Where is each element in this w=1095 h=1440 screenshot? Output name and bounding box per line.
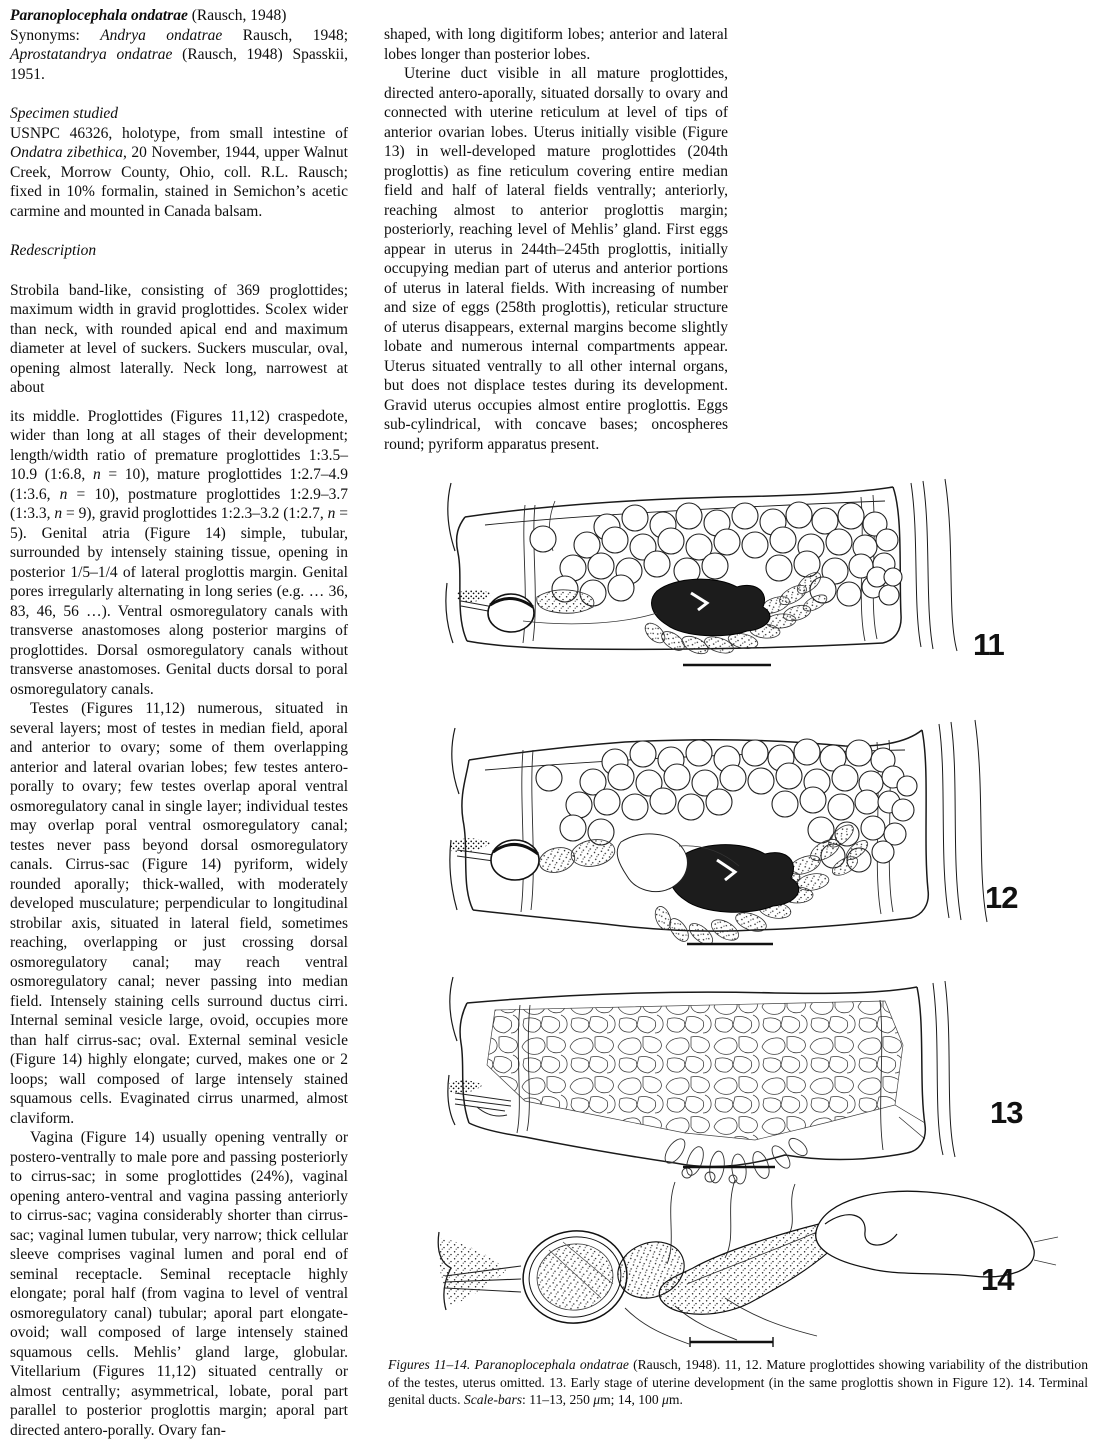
cirrus-sac-14 bbox=[517, 1224, 633, 1330]
figure-12-mature-proglottid bbox=[425, 690, 1090, 955]
figure-caption: Figures 11–14. Paranoplocephala ondatrae (Rausch, 1948). 11, 12. Mature proglottides showing variability of the distribution of the testes, uterus omitted. 13. Early stage of uterine development (in the same proglottis shown in Figure 12). 14. Terminal genital ducts. Scale-bars: 11–13, 250 μm; 14, 100 μm. bbox=[388, 1357, 1088, 1408]
proglottid-drawing-13 bbox=[425, 955, 1090, 1180]
figure-14-terminal-genital-ducts bbox=[425, 1180, 1090, 1350]
column-gap bbox=[10, 398, 348, 407]
section-heading-redescription: Redescription bbox=[10, 242, 97, 259]
figure-13-label: 13 bbox=[990, 1095, 1023, 1130]
redescription-paragraph-testes: Testes (Figures 11,12) numerous, situated in several layers; most of testes in median field, aporal and anterior to ovary; some of them overlapping anterior and lateral ovarian lobes; few testes antero-porally to ovary; few testes overlap aporal ventral osmoregulatory canal in single layer; individual testes may overlap poral ventral osmoregulatory canal; testes never pass beyond dorsal osmoregulatory canals. Cirrus-sac (Figure 14) pyriform, widely rounded aporally; thick-walled, with moderately developed musculature; perpendicular to longitudinal strobilar axis, situated in lateral field, sometimes reaching, overlapping or just crossing dorsal osmoregulatory canal; may reach ventral osmoregulatory canal; never passing into median field. Intensely staining cells surround ductus cirri. Internal seminal vesicle large, ovoid, occupies more than half cirrus-sac; oval. External seminal vesicle (Figure 14) highly elongate; curved, makes one or 2 loops; wall composed of large intensely stained squamous cells. Evaginated cirrus unarmed, almost claviform. bbox=[10, 700, 348, 1127]
uterine-duct-paragraph: Uterine duct visible in all mature proglottides, directed antero-aporally, situated dorsally to ovary and connected with uterine reticulum at level of tips of anterior ovarian lobes. Uterus initially visible (Figure 13) in well-developed mature proglottides (204th proglottis) as fine reticulum covering entire median field and half of lateral fields ventrally; anteriorly, reaching almost to anterior proglottis margin; posteriorly, reaching level of Mehlis’ gland. First eggs appear in uterus in 244th–245th proglottis, initially occupying median part of uterus and anterior portions of uterus in lateral fields. With increasing of number and size of eggs (258th proglottis), reticular structure of uterus disappears, external margins become slightly lobate and numerous internal compartments appear. Uterus situated ventrally to all other internal organs, but does not displace testes during its development. Gravid uterus occupies almost entire proglottis. Eggs sub-cylindrical, with concave bases; oncospheres round; pyriform apparatus present. bbox=[384, 65, 728, 453]
scale-bar-14 bbox=[690, 1337, 773, 1347]
ovary-11 bbox=[652, 579, 770, 636]
ovary-continuation-paragraph: shaped, with long digitiform lobes; anterior and lateral lobes longer than posterior lobes. bbox=[384, 26, 728, 63]
seminal-receptacle-14 bbox=[816, 1191, 1058, 1277]
figure-panel bbox=[425, 455, 1090, 1350]
species-title: Paranoplocephala ondatrae (Rausch, 1948) bbox=[10, 7, 287, 24]
genital-complex-13 bbox=[449, 1080, 511, 1116]
figure-13-uterine-reticulum bbox=[425, 955, 1090, 1180]
right-column bbox=[384, 25, 728, 454]
external-seminal-vesicle-14 bbox=[609, 1223, 839, 1314]
figure-11-mature-proglottid bbox=[425, 455, 1090, 690]
section-heading-specimen-studied: Specimen studied bbox=[10, 105, 119, 122]
uterine-fringe-lobes bbox=[661, 1135, 810, 1184]
left-column bbox=[10, 6, 348, 1440]
figure-12-label: 12 bbox=[985, 880, 1018, 915]
ovary-12 bbox=[670, 845, 799, 913]
redescription-paragraph-vagina: Vagina (Figure 14) usually opening ventrally or postero-ventrally to male pore and passing posteriorly to cirrus-sac; in some proglottides (24%), vaginal opening antero-ventral and vagina passing anteriorly to cirrus-sac; vagina considerably shorter than cirrus-sac; vaginal lumen tubular, very narrow; thick cellular sleeve comprises vaginal lumen and poral end of seminal receptacle. Seminal receptacle highly elongate; poral half (from vagina to level of ventral osmoregulatory canal) tubular; aporal part elongate-ovoid; wall composed of large intensely stained squamous cells. Mehlis’ gland large, globular. Vitellarium (Figures 11,12) situated centrally or almost centrally; asymmetrical, lobate, poral part parallel to posterior proglottis margin; aporal part directed antero-porally. Ovary fan- bbox=[10, 1129, 348, 1439]
proglottis-margin-14 bbox=[438, 1232, 521, 1310]
synonyms-paragraph: Synonyms: Andrya ondatrae Rausch, 1948; Aprostatandrya ondatrae (Rausch, 1948) Spasskii, 1951. bbox=[10, 26, 348, 83]
specimen-paragraph: USNPC 46326, holotype, from small intestine of Ondatra zibethica, 20 November, 1944, upper Walnut Creek, Morrow County, Ohio, coll. R.L. Rausch; fixed in 10% formalin, stained in Semichon’s acetic carmine and mounted in Canada balsam. bbox=[10, 124, 348, 220]
figure-11-label: 11 bbox=[973, 627, 1004, 662]
redescription-paragraph-1: Strobila band-like, consisting of 369 proglottides; maximum width in gravid proglottides. Scolex wider than neck, with rounded apical end and maximum diameter at level of suckers. Suckers muscular, oval, opening almost laterally. Neck long, narrowest at about bbox=[10, 281, 348, 396]
figure-14-label: 14 bbox=[981, 1262, 1014, 1297]
redescription-paragraph-2: its middle. Proglottides (Figures 11,12) craspedote, wider than long at all stages of their development; length/width ratio of premature proglottides 1:3.5–10.9 (1:6.8, n = 10), mature proglottides 1:2.7–4.9 (1:3.6, n = 10), postmature proglottides 1:2.9–3.7 (1:3.3, n = 9), gravid proglottides 1:2.3–3.2 (1:2.7, n = 5). Genital atria (Figure 14) simple, tubular, surrounded by intensely staining tissue, opening in posterior 1/5–1/4 of lateral proglottis margin. Genital pores irregularly alternating in long series (e.g. … 36, 83, 46, 56 …). Ventral osmoregulatory canals with transverse anastomoses along posterior margins of proglottides. Dorsal osmoregulatory canals without transverse anastomoses. Genital ducts dorsal to poral osmoregulatory canals. bbox=[10, 407, 349, 698]
uterine-mesh-region bbox=[487, 1001, 903, 1140]
